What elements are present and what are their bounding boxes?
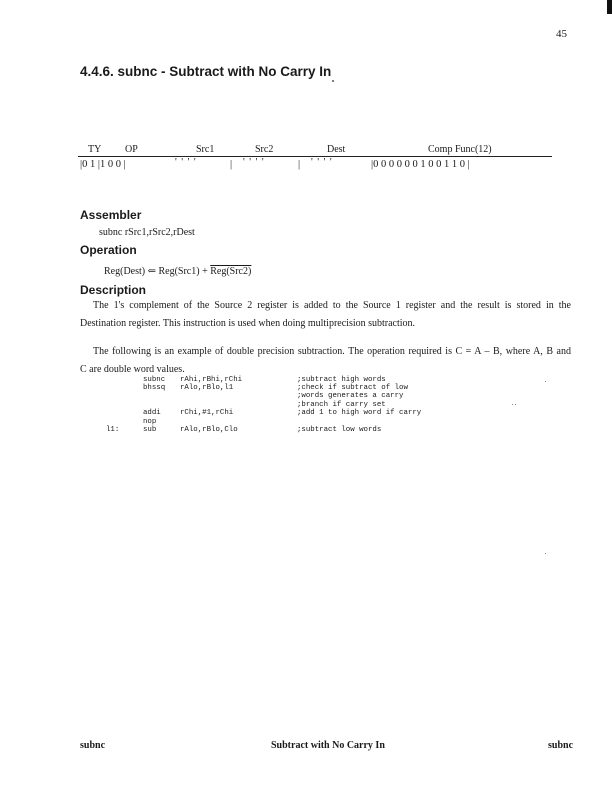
code-comment: ;branch if carry set bbox=[297, 401, 386, 409]
code-mnemonic: bhssq bbox=[143, 384, 166, 392]
description-line-3: The following is an example of double precision subtraction. The operation required is C = A – B, where A, B and bbox=[93, 346, 571, 357]
footer-left: subnc bbox=[80, 740, 106, 751]
code-mnemonic: nop bbox=[143, 418, 157, 426]
bits-ty-op: |0 1 |1 0 0 | bbox=[80, 159, 126, 170]
page-number: 45 bbox=[556, 28, 567, 40]
code-comment: ;check if subtract of low bbox=[297, 384, 408, 392]
field-src1-label: Src1 bbox=[196, 144, 215, 155]
code-operands: rAlo,rBlo,Clo bbox=[180, 426, 238, 434]
bits-comp-func: |0 0 0 0 0 0 1 0 0 1 1 0 | bbox=[371, 159, 470, 170]
code-operands: rChi,#1,rChi bbox=[180, 409, 234, 417]
code-mnemonic: addi bbox=[143, 409, 161, 417]
description-heading: Description bbox=[80, 283, 147, 297]
operation-heading: Operation bbox=[80, 243, 137, 257]
scan-speck bbox=[545, 381, 546, 382]
operation-expression bbox=[104, 266, 251, 277]
code-comment: ;subtract high words bbox=[297, 376, 386, 384]
code-comment: ;add 1 to high word if carry bbox=[297, 409, 422, 417]
code-comment: ;subtract low words bbox=[297, 426, 382, 434]
scan-speck bbox=[515, 404, 516, 405]
code-mnemonic: sub bbox=[143, 426, 157, 434]
operation-expr-complement: Reg(Src2) bbox=[210, 266, 252, 277]
field-comp-func-label: Comp Func(12) bbox=[428, 144, 492, 155]
code-operands: rAhi,rBhi,rChi bbox=[180, 376, 243, 384]
bits-sep-1: | bbox=[230, 159, 233, 170]
assembler-heading: Assembler bbox=[80, 208, 142, 222]
scan-speck bbox=[512, 404, 513, 405]
section-title: 4.4.6. subnc - Subtract with No Carry In bbox=[80, 64, 332, 79]
corner-mark bbox=[607, 0, 612, 14]
bits-dest: ' ' ' ' bbox=[311, 157, 333, 168]
stray-dot bbox=[332, 80, 334, 82]
bits-src1: ' ' ' ' bbox=[175, 157, 197, 168]
description-line-2: Destination register. This instruction is used when doing multiprecision subtraction. bbox=[80, 318, 416, 329]
footer-right: subnc bbox=[548, 740, 574, 751]
footer-center: Subtract with No Carry In bbox=[271, 740, 385, 751]
field-dest-label: Dest bbox=[327, 144, 346, 155]
description-line-4: C are double word values. bbox=[80, 364, 185, 375]
code-operands: rAlo,rBlo,l1 bbox=[180, 384, 234, 392]
field-op-label: OP bbox=[125, 144, 138, 155]
assembler-syntax: subnc rSrc1,rSrc2,rDest bbox=[99, 227, 195, 238]
field-src2-label: Src2 bbox=[255, 144, 274, 155]
description-line-1: The 1's complement of the Source 2 register is added to the Source 1 register and the result is stored in the bbox=[93, 300, 571, 311]
scan-speck bbox=[545, 553, 546, 554]
operation-expr-left: Reg(Dest) ⇐ Reg(Src1) + bbox=[104, 266, 211, 277]
code-label: l1: bbox=[106, 426, 120, 434]
code-comment: ;words generates a carry bbox=[297, 392, 404, 400]
bits-src2: ' ' ' ' bbox=[243, 157, 265, 168]
field-ty-label: TY bbox=[88, 144, 102, 155]
code-mnemonic: subnc bbox=[143, 376, 166, 384]
bits-sep-2: | bbox=[298, 159, 301, 170]
